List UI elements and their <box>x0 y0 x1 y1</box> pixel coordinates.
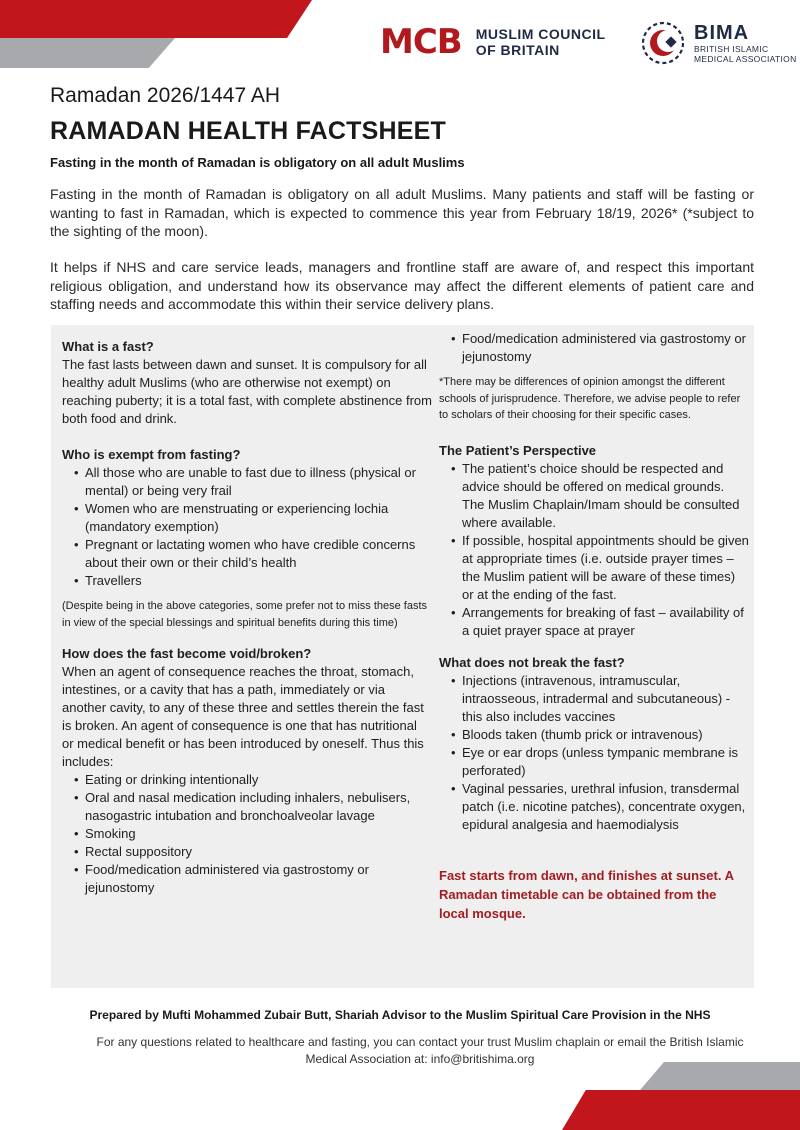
list-item: • If possible, hospital appointments should be given at appropriate times (i.e. outside prayer times – the Muslim patient will be aware of these times) or at the ending of the fast. <box>439 532 749 604</box>
exempt-list <box>62 464 432 590</box>
edition-label: Ramadan 2026/1447 AH <box>50 84 281 107</box>
list-item: • Eye or ear drops (unless tympanic membrane is perforated) <box>439 744 749 780</box>
list-item: • Food/medication administered via gastrostomy or jejunostomy <box>62 861 432 897</box>
list-item: • Vaginal pessaries, urethral infusion, transdermal patch (i.e. nicotine patches), concentrate oxygen, epidural analgesia and haemodialysis <box>439 780 749 834</box>
void-heading: How does the fast become void/broken? <box>62 646 312 661</box>
not-break-list <box>439 672 749 834</box>
list-item: • Eating or drinking intentionally <box>62 771 432 789</box>
mcb-logo-mark: MCB <box>380 22 462 62</box>
decorative-red-bar-bottom <box>562 1090 800 1130</box>
bima-crescent-icon <box>640 20 686 66</box>
list-item: • Arrangements for breaking of fast – availability of a quiet prayer space at prayer <box>439 604 749 640</box>
opinion-note: *There may be differences of opinion amongst the different schools of jurisprudence. Therefore, we advise people to refer to scholars of their choosing for their specific cases. <box>439 376 741 421</box>
patient-perspective-list <box>439 460 749 640</box>
list-item: • Rectal suppository <box>62 843 432 861</box>
exempt-heading: Who is exempt from fasting? <box>62 447 241 462</box>
list-item: • Pregnant or lactating women who have credible concerns about their own or their child’s health <box>62 536 432 572</box>
exempt-note: (Despite being in the above categories, some prefer not to miss these fasts in view of the special blessings and spiritual benefits during this time) <box>62 600 428 629</box>
list-item: • Oral and nasal medication including inhalers, nebulisers, nasogastric intubation and bronchoalveolar lavage <box>62 789 432 825</box>
list-item: • Bloods taken (thumb prick or intravenous) <box>439 726 749 744</box>
page-title: RAMADAN HEALTH FACTSHEET <box>50 117 446 145</box>
fast-times-note: Fast starts from dawn, and finishes at sunset. A Ramadan timetable can be obtained from the local mosque. <box>439 867 734 921</box>
intro-paragraph-2: It helps if NHS and care service leads, managers and frontline staff are aware of, and respect this important religious obligation, and understand how its observance may affect the different elements of patient care and staffing needs and accommodate this within their service delivery plans. <box>50 259 754 312</box>
what-is-fast-text: The fast lasts between dawn and sunset. It is compulsory for all healthy adult Muslims (who are otherwise not exempt) on reaching puberty; it is a total fast, with complete abstinence from both food and drink. <box>62 357 432 426</box>
bima-logo-text: BIMA BRITISH ISLAMIC MEDICAL ASSOCIATION <box>694 22 797 64</box>
what-is-fast-heading: What is a fast? <box>62 339 154 354</box>
list-item: • Smoking <box>62 825 432 843</box>
list-item: • Women who are menstruating or experiencing lochia (mandatory exemption) <box>62 500 432 536</box>
list-item: • All those who are unable to fast due to illness (physical or mental) or being very frail <box>62 464 432 500</box>
list-item: • Travellers <box>62 572 432 590</box>
intro-paragraph-1: Fasting in the month of Ramadan is obligatory on all adult Muslims. Many patients and staff will be fasting or wanting to fast in Ramadan, which is expected to commence this year from February 18/19, 2026* (*subject to the sighting of the moon). <box>50 186 754 239</box>
contact-info: For any questions related to healthcare and fasting, you can contact your trust Muslim chaplain or email the British Islamic Medical Association at: info@britishima.org <box>96 1035 744 1066</box>
mcb-logo-name: MUSLIM COUNCIL OF BRITAIN <box>475 26 606 58</box>
decorative-red-bar-top <box>0 0 312 38</box>
decorative-grey-bar-top <box>0 38 175 68</box>
bima-logo <box>640 20 797 66</box>
list-item: • Injections (intravenous, intramuscular, intraosseous, intradermal and subcutaneous) - this also includes vaccines <box>439 672 749 726</box>
list-item: • Food/medication administered via gastrostomy or jejunostomy <box>439 330 749 366</box>
page-subtitle: Fasting in the month of Ramadan is obligatory on all adult Muslims <box>50 155 465 170</box>
not-break-heading: What does not break the fast? <box>439 654 625 670</box>
list-item: • The patient’s choice should be respected and advice should be offered on medical grounds. The Muslim Chaplain/Imam should be consulted where available. <box>439 460 749 532</box>
void-list <box>62 771 432 897</box>
info-left-column <box>62 338 432 897</box>
prepared-by: Prepared by Mufti Mohammed Zubair Butt, Shariah Advisor to the Muslim Spiritual Care Provision in the NHS <box>89 1008 711 1022</box>
info-right-column <box>439 330 749 923</box>
patient-perspective-heading: The Patient’s Perspective <box>439 442 597 458</box>
mcb-logo <box>380 22 606 62</box>
void-list-continued <box>439 330 749 366</box>
void-text: When an agent of consequence reaches the throat, stomach, intestines, or a cavity that has a path, immediately or via another cavity, to any of these three and settles therein the fast is broken. An agent of consequence is one that has nutritional or medical benefit or has been introduced by oneself. Thus this includes: <box>62 664 424 769</box>
